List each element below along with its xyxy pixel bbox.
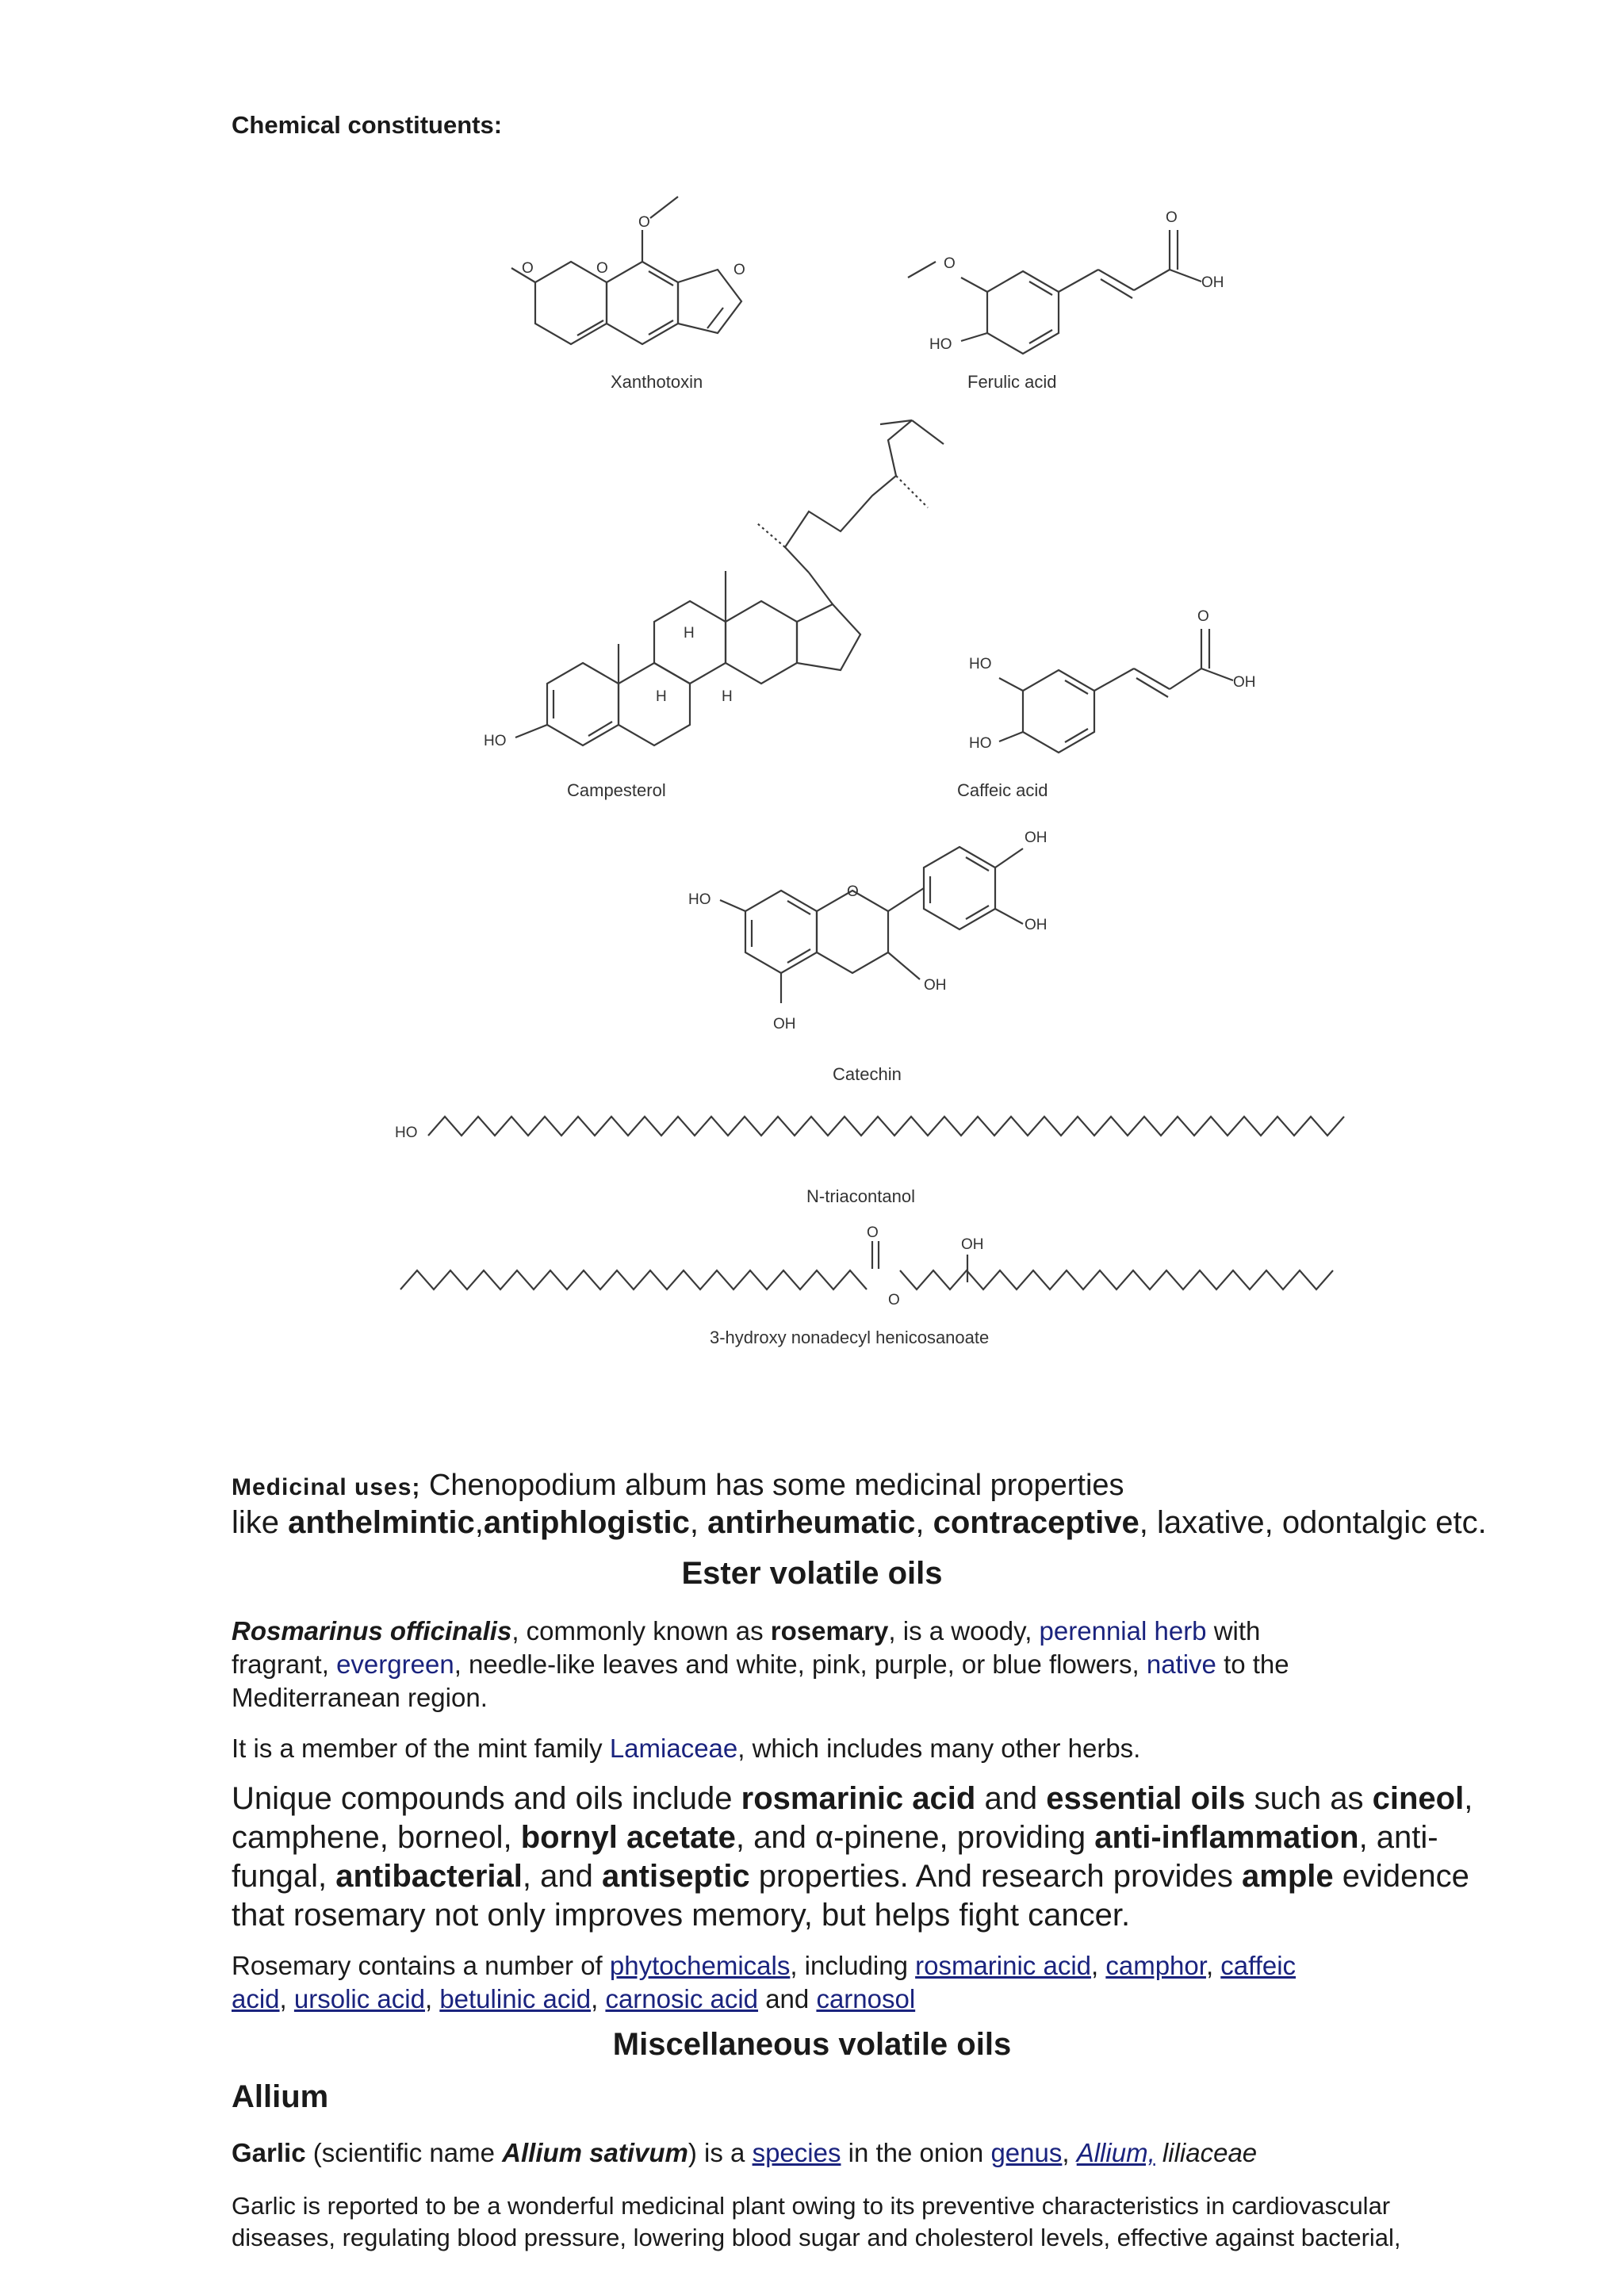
xanthotoxin-structure	[511, 197, 745, 392]
heading-ester-volatile-oils: Ester volatile oils	[681, 1556, 943, 1591]
label-catechin: Catechin	[833, 1064, 902, 1084]
atom-ho: HO	[484, 733, 507, 749]
link-allium[interactable]: Allium,	[1076, 2138, 1155, 2167]
heading-allium: Allium	[232, 2079, 329, 2114]
atom-oh: OH	[961, 1236, 984, 1253]
atom-oh: OH	[1201, 274, 1224, 291]
atom-o: O	[733, 262, 745, 278]
atom-oh: OH	[773, 1016, 796, 1033]
medicinal-uses-label: Medicinal uses;	[232, 1474, 421, 1500]
atom-o: O	[638, 214, 650, 231]
link-ursolic-acid[interactable]: ursolic acid	[293, 1984, 425, 2013]
label-henicosanoate: 3-hydroxy nonadecyl henicosanoate	[710, 1328, 990, 1347]
atom-o: O	[847, 883, 859, 900]
atom-ho: HO	[969, 656, 992, 672]
rosemary-paragraph-4: Rosemary contains a number of phytochemicals, including rosmarinic acid, camphor, caffeic acid, ursolic acid, betulinic acid, carnosic acid and carnosol	[232, 1951, 1297, 2013]
atom-oh: OH	[1233, 674, 1256, 691]
atom-ho: HO	[969, 735, 992, 752]
atom-o: O	[596, 260, 608, 277]
heading-miscellaneous-volatile-oils: Miscellaneous volatile oils	[612, 2027, 1012, 2062]
atom-ho: HO	[929, 336, 952, 353]
link-carnosol[interactable]: carnosol	[816, 1984, 916, 2013]
atom-oh: OH	[1025, 917, 1048, 933]
link-rosmarinic-acid[interactable]: rosmarinic acid	[915, 1951, 1092, 1980]
link-evergreen[interactable]: evergreen	[336, 1649, 454, 1679]
garlic-paragraph-2: Garlic is reported to be a wonderful medicinal plant owing to its preventive characteristics in cardiovascular diseases, regulating blood pressure, lowering blood sugar and cholesterol levels, effective against bacterial,	[232, 2192, 1401, 2251]
label-xanthotoxin: Xanthotoxin	[611, 372, 703, 392]
campesterol-structure	[484, 420, 944, 800]
rosemary-paragraph-1: Rosmarinus officinalis, commonly known as rosemary, is a woody, perennial herb with fragrant, evergreen, needle-like leaves and white, pink, purple, or blue flowers, native to the Mediterranean region.	[232, 1616, 1289, 1712]
atom-h: H	[722, 688, 733, 705]
rosemary-paragraph-2: It is a member of the mint family Lamiaceae, which includes many other herbs.	[232, 1734, 1141, 1763]
atom-o: O	[888, 1292, 900, 1308]
link-genus[interactable]: genus	[990, 2138, 1063, 2167]
label-caffeic-acid: Caffeic acid	[957, 780, 1048, 800]
henicosanoate-structure	[400, 1224, 1333, 1347]
link-lamiaceae[interactable]: Lamiaceae	[609, 1734, 738, 1763]
link-perennial-herb[interactable]: perennial herb	[1039, 1616, 1207, 1646]
atom-ho: HO	[688, 891, 711, 908]
atom-h: H	[656, 688, 667, 705]
atom-h: H	[684, 625, 695, 642]
link-native[interactable]: native	[1146, 1649, 1216, 1679]
atom-oh: OH	[924, 977, 947, 994]
atom-o: O	[1166, 209, 1178, 226]
rosemary-paragraph-3: Unique compounds and oils include rosmarinic acid and essential oils such as cineol, camphene, borneol, bornyl acetate, and α-pinene, providing anti-inflammation, anti- fungal, antibacterial, and antiseptic properties. And research provides ample evidence that rosemary not only improves memory, but helps fight cancer.	[232, 1781, 1473, 1933]
link-species[interactable]: species	[752, 2138, 841, 2167]
section-heading-chemical-constituents: Chemical constituents:	[232, 111, 503, 139]
n-triacontanol-structure	[395, 1117, 1344, 1206]
atom-o: O	[522, 260, 534, 277]
medicinal-uses-list: like anthelmintic,antiphlogistic, antirheumatic, contraceptive, laxative, odontalgic etc.	[232, 1505, 1487, 1540]
catechin-structure	[688, 829, 1048, 1084]
link-betulinic-acid[interactable]: betulinic acid	[439, 1984, 592, 2013]
label-campesterol: Campesterol	[567, 780, 666, 800]
caffeic-acid-structure	[957, 608, 1256, 800]
label-ferulic-acid: Ferulic acid	[967, 372, 1057, 392]
ferulic-acid-structure	[908, 209, 1224, 392]
label-n-triacontanol: N-triacontanol	[806, 1186, 915, 1206]
link-phytochemicals[interactable]: phytochemicals	[609, 1951, 791, 1980]
link-carnosic-acid[interactable]: carnosic acid	[605, 1984, 759, 2013]
link-camphor[interactable]: camphor	[1105, 1951, 1206, 1980]
atom-o: O	[944, 255, 956, 272]
link-caffeic-acid-cont[interactable]: acid	[232, 1984, 280, 2013]
atom-o: O	[867, 1224, 879, 1241]
atom-oh: OH	[1025, 829, 1048, 846]
atom-ho: HO	[395, 1125, 418, 1141]
atom-o: O	[1197, 608, 1209, 625]
medicinal-uses-line: Medicinal uses; Chenopodium album has some medicinal properties	[232, 1469, 1124, 1502]
link-caffeic-acid[interactable]: caffeic	[1220, 1951, 1297, 1980]
garlic-paragraph-1: Garlic (scientific name Allium sativum) is a species in the onion genus, Allium, liliaceae	[232, 2138, 1258, 2167]
